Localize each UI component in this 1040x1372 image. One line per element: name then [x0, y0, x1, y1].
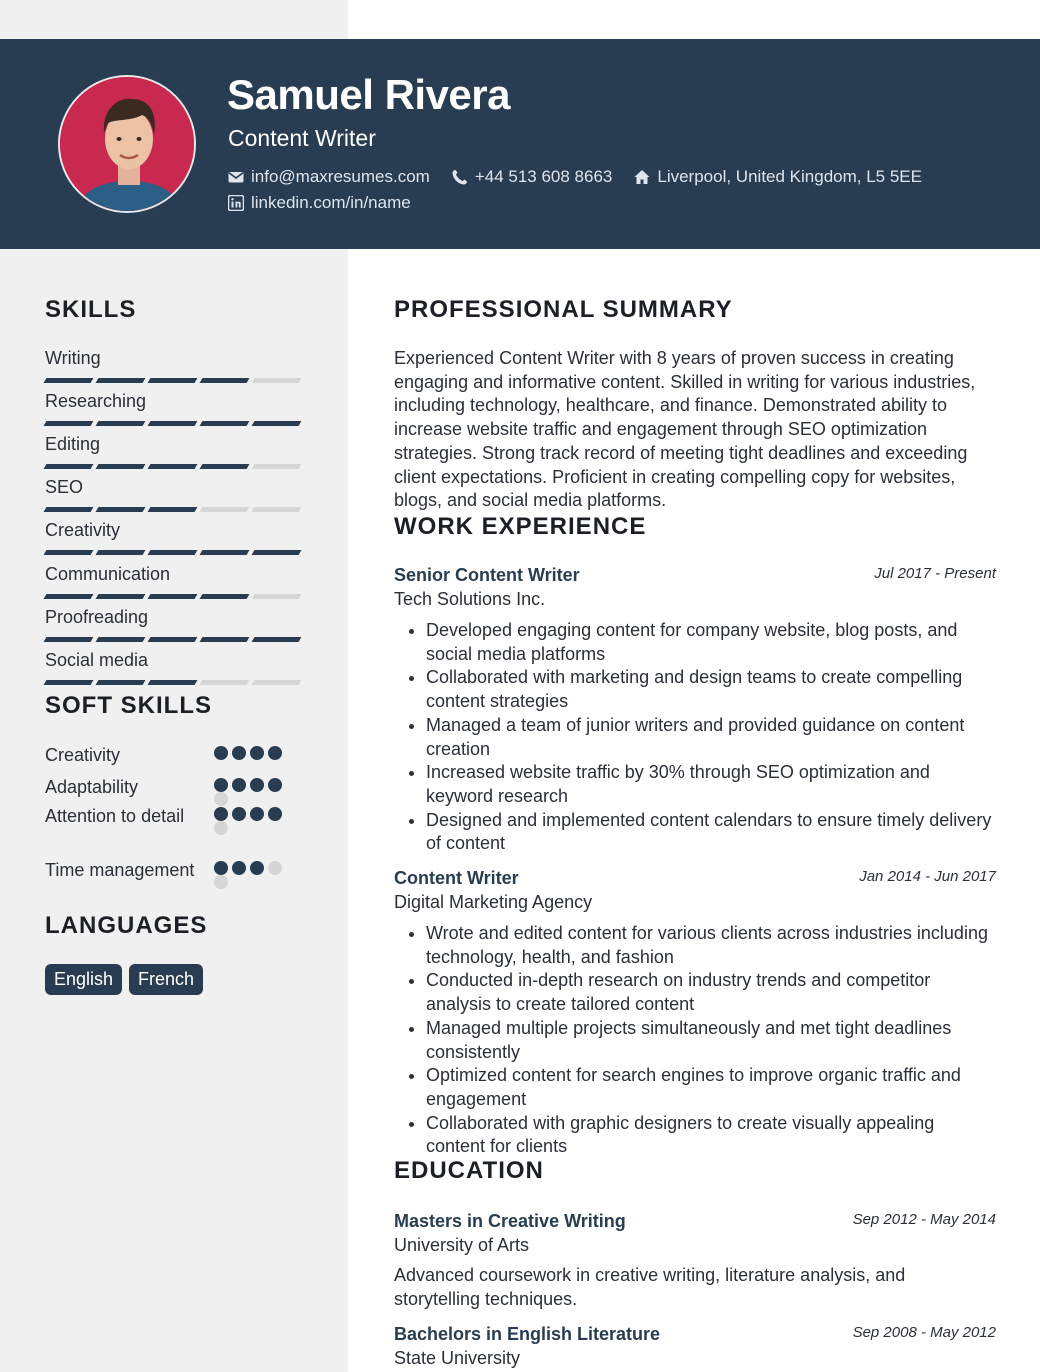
rating-dot	[232, 861, 246, 875]
rating-dot	[214, 821, 228, 835]
degree-title: Bachelors in English Literature	[394, 1324, 661, 1344]
skill-item	[45, 650, 305, 685]
linkedin-icon	[228, 195, 244, 211]
skill-bar-segment	[96, 464, 146, 469]
rating-dot	[214, 875, 228, 889]
soft-skill-item	[45, 858, 305, 882]
job-bullet: • Optimized content for search engines to improve organic traffic and engagement	[426, 1064, 996, 1111]
summary-text: Experienced Content Writer with 8 years of proven success in creating engaging and informative content. Skilled in writing for various industries, including technology, healthcare, and finance. Demonstrated ability to increase website traffic and engagement through SEO optimization strategies. Strong track record of meeting tight deadlines and exceeding client expectations. Proficient in creating compelling copy for websites, blogs, and social media platforms.	[394, 348, 976, 511]
home-icon	[634, 169, 650, 185]
rating-dot	[214, 861, 228, 875]
rating-dot	[268, 778, 282, 792]
phone-icon	[452, 169, 468, 185]
education-entry	[394, 1211, 996, 1311]
candidate-title: Content Writer	[228, 125, 376, 151]
rating-dot	[250, 807, 264, 821]
skills-heading: SKILLS	[45, 296, 137, 323]
degree-title: Masters in Creative Writing	[394, 1211, 626, 1231]
languages-heading: LANGUAGES	[45, 912, 208, 939]
language-badge: French	[129, 964, 203, 995]
soft-skill-item	[45, 743, 305, 767]
skill-bar-segment	[44, 680, 94, 685]
skill-name: Proofreading	[45, 607, 149, 627]
job-dates: Jan 2014 - Jun 2017	[859, 868, 996, 885]
soft-skill-item	[45, 775, 305, 799]
soft-skill-rating	[214, 778, 294, 806]
skill-bar-segment	[44, 507, 94, 512]
skill-bar-segment	[44, 550, 94, 555]
job-company: Tech Solutions Inc.	[394, 589, 546, 609]
resume-header	[0, 39, 1040, 249]
skill-level-bar	[45, 507, 305, 512]
contact-location	[634, 167, 922, 187]
skill-name: Communication	[45, 564, 171, 584]
school-name: University of Arts	[394, 1235, 530, 1255]
skill-item	[45, 434, 305, 469]
job-title: Senior Content Writer	[394, 565, 580, 585]
education-description: Advanced coursework in creative writing, literature analysis, and storytelling techniques.	[394, 1265, 906, 1309]
skill-bar-segment	[200, 550, 250, 555]
education-dates: Sep 2008 - May 2012	[852, 1324, 996, 1341]
skill-bar-segment	[96, 507, 146, 512]
job-dates: Jul 2017 - Present	[874, 565, 996, 582]
location-text: Liverpool, United Kingdom, L5 5EE	[657, 167, 922, 186]
soft-skill-name: Creativity	[45, 745, 121, 765]
skill-bar-segment	[96, 378, 146, 383]
job-entry	[394, 565, 996, 856]
skill-bar-segment	[96, 680, 146, 685]
rating-dot	[232, 807, 246, 821]
skill-bar-segment	[148, 594, 198, 599]
avatar	[58, 75, 196, 213]
job-bullets	[394, 922, 996, 1159]
skill-bar-segment	[96, 594, 146, 599]
job-bullets	[394, 619, 996, 856]
education-entry	[394, 1324, 996, 1369]
avatar-portrait	[60, 77, 196, 213]
skill-bar-segment	[148, 378, 198, 383]
language-badge: English	[45, 964, 122, 995]
phone-text: +44 513 608 8663	[474, 167, 613, 186]
skill-bar-segment	[252, 594, 302, 599]
rating-dot	[250, 746, 264, 760]
rating-dot	[232, 778, 246, 792]
rating-dot	[214, 807, 228, 821]
contact-linkedin[interactable]	[228, 193, 411, 213]
job-title: Content Writer	[394, 868, 519, 888]
contact-email[interactable]	[228, 167, 430, 187]
skill-bar-segment	[44, 378, 94, 383]
skill-bar-segment	[252, 378, 302, 383]
job-bullet: • Collaborated with graphic designers to create visually appealing content for clients	[426, 1112, 996, 1159]
candidate-name: Samuel Rivera	[227, 71, 510, 118]
education-dates: Sep 2012 - May 2014	[852, 1211, 996, 1228]
linkedin-text: linkedin.com/in/name	[251, 193, 411, 212]
soft-skill-rating	[214, 746, 294, 760]
education-heading: EDUCATION	[394, 1157, 544, 1184]
skill-bar-segment	[200, 594, 250, 599]
skill-level-bar	[45, 680, 305, 685]
skill-bar-segment	[252, 680, 302, 685]
job-bullet: • Managed multiple projects simultaneously and met tight deadlines consistently	[426, 1017, 996, 1064]
skill-bar-segment	[96, 637, 146, 642]
rating-dot	[250, 778, 264, 792]
school-name: State University	[394, 1348, 521, 1368]
rating-dot	[268, 807, 282, 821]
job-bullet: • Managed a team of junior writers and provided guidance on content creation	[426, 714, 996, 761]
skill-bar-segment	[96, 550, 146, 555]
skill-item	[45, 477, 305, 512]
skill-bar-segment	[44, 637, 94, 642]
job-bullet: • Developed engaging content for company website, blog posts, and social media platforms	[426, 619, 996, 666]
job-bullet: • Collaborated with marketing and design teams to create compelling content strategies	[426, 666, 996, 713]
contact-phone[interactable]	[452, 167, 613, 187]
rating-dot	[268, 861, 282, 875]
envelope-icon	[228, 169, 244, 185]
contact-row-2	[228, 193, 433, 213]
soft-skills-heading: SOFT SKILLS	[45, 692, 212, 719]
skill-level-bar	[45, 550, 305, 555]
contact-row	[228, 167, 944, 187]
skill-bar-segment	[252, 507, 302, 512]
rating-dot	[232, 746, 246, 760]
skill-level-bar	[45, 637, 305, 642]
skill-level-bar	[45, 464, 305, 469]
skill-bar-segment	[148, 464, 198, 469]
soft-skill-rating	[214, 861, 294, 889]
summary-heading: PROFESSIONAL SUMMARY	[394, 296, 733, 323]
skill-bar-segment	[148, 421, 198, 426]
job-entry	[394, 868, 996, 1159]
soft-skill-name: Adaptability	[45, 777, 139, 797]
skill-bar-segment	[252, 550, 302, 555]
skill-bar-segment	[148, 680, 198, 685]
skill-level-bar	[45, 421, 305, 426]
job-bullet: • Increased website traffic by 30% through SEO optimization and keyword research	[426, 761, 996, 808]
skill-bar-segment	[96, 421, 146, 426]
skill-item	[45, 520, 305, 555]
skill-bar-segment	[200, 680, 250, 685]
email-text: info@maxresumes.com	[251, 167, 430, 186]
skill-name: Researching	[45, 391, 147, 411]
skill-level-bar	[45, 594, 305, 599]
soft-skill-rating	[214, 807, 294, 835]
skill-item	[45, 564, 305, 599]
soft-skill-item	[45, 804, 305, 828]
skill-name: Editing	[45, 434, 101, 454]
skill-name: SEO	[45, 477, 84, 497]
skill-bar-segment	[44, 464, 94, 469]
skill-item	[45, 348, 305, 383]
rating-dot	[268, 746, 282, 760]
skill-bar-segment	[200, 637, 250, 642]
skill-bar-segment	[252, 637, 302, 642]
skill-bar-segment	[44, 421, 94, 426]
job-company: Digital Marketing Agency	[394, 892, 593, 912]
skill-bar-segment	[200, 464, 250, 469]
skill-name: Social media	[45, 650, 149, 670]
skill-bar-segment	[200, 378, 250, 383]
soft-skill-name: Attention to detail	[45, 806, 185, 826]
skill-bar-segment	[252, 464, 302, 469]
skill-name: Writing	[45, 348, 101, 368]
skill-item	[45, 607, 305, 642]
skill-bar-segment	[44, 594, 94, 599]
skill-bar-segment	[148, 507, 198, 512]
skill-level-bar	[45, 378, 305, 383]
skill-bar-segment	[252, 421, 302, 426]
rating-dot	[250, 861, 264, 875]
rating-dot	[214, 746, 228, 760]
skill-bar-segment	[148, 550, 198, 555]
skill-item	[45, 391, 305, 426]
job-bullet: • Designed and implemented content calendars to ensure timely delivery of content	[426, 809, 996, 856]
soft-skill-name: Time management	[45, 860, 195, 880]
job-bullet: • Conducted in-depth research on industry trends and competitor analysis to create tailored content	[426, 969, 996, 1016]
skill-name: Creativity	[45, 520, 121, 540]
skill-bar-segment	[200, 421, 250, 426]
rating-dot	[214, 778, 228, 792]
skill-bar-segment	[200, 507, 250, 512]
skill-bar-segment	[148, 637, 198, 642]
experience-heading: WORK EXPERIENCE	[394, 513, 647, 540]
job-bullet: • Wrote and edited content for various clients across industries including technology, health, and fashion	[426, 922, 996, 969]
